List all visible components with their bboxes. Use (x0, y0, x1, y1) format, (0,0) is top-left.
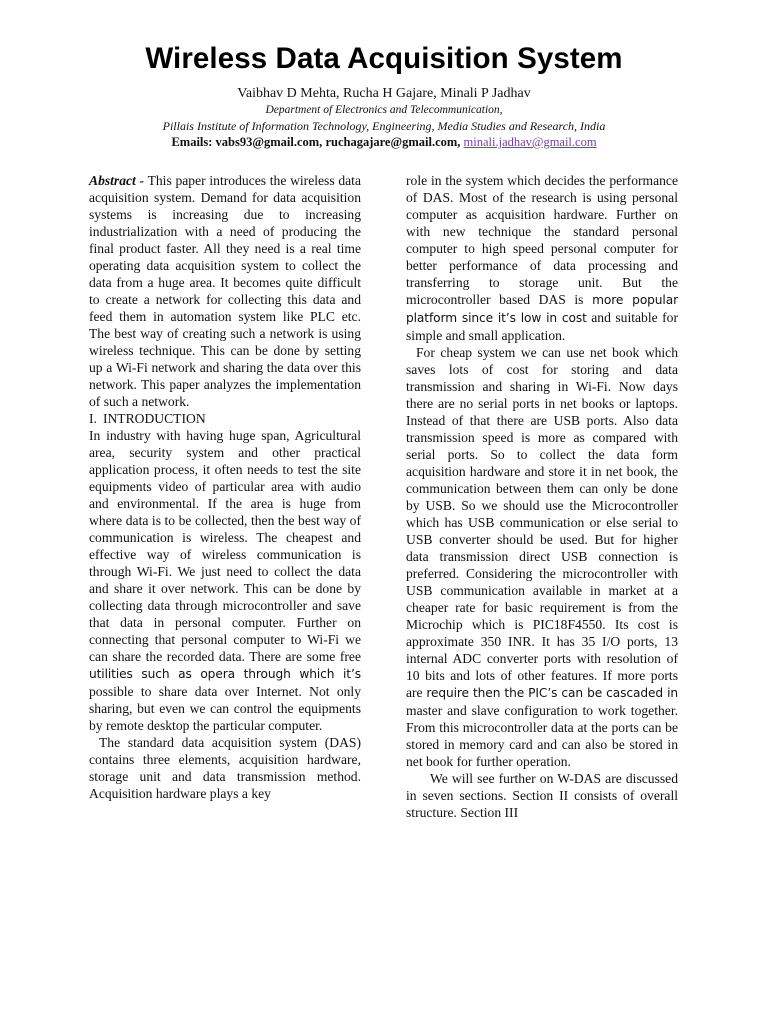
email-line (0, 135, 768, 150)
author-list: Vaibhav D Mehta, Rucha H Gajare, Minali P Jadhav (237, 86, 531, 101)
email-1: vabs93@gmail.com, (215, 135, 323, 149)
intro-paragraph-4 (406, 344, 678, 770)
intro-p3c: and suitable for simple and small application. (406, 310, 679, 343)
intro-paragraph-3 (406, 172, 678, 344)
abstract-paragraph (89, 172, 361, 410)
left-column (89, 172, 361, 802)
intro-p4b: require then the PIC’s can be cascaded in (426, 686, 678, 700)
right-column (406, 172, 678, 821)
intro-paragraph-1 (89, 427, 361, 734)
intro-p4c: master and slave configuration to work together. From this microcontroller data at the ports can be stored in memory card and can also be stored in net book for further operation. (406, 703, 678, 769)
intro-p1c: possible to share data over Internet. Not only sharing, but even we can control the equipments by remote desktop the particular computer. (89, 684, 361, 733)
email-3-link[interactable]: minali.jadhav@gmail.com (463, 135, 597, 149)
section-title: INTRODUCTION (102, 411, 206, 426)
abstract-text: This paper introduces the wireless data acquisition system. Demand for data acquisition systems is increasing due to increasing industrialization with a need of producing the final product faster. All they need is a real time operating data acquisition system to collect the data from a huge area. It becomes quite difficult to create a network for collecting this data and feed them in automation system like PLC etc. The best way of creating such a network is using wireless technique. This can be done by setting up a Wi-Fi network and sharing the data over this network. This paper analyzes the implementation of such a network. (89, 173, 361, 409)
intro-p3b: more popular platform since it’s low in cost (406, 293, 678, 325)
email-2: ruchagajare@gmail.com, (325, 135, 461, 149)
intro-p4a: For cheap system we can use net book which saves lots of cost for storing and data transmission and sharing in Wi-Fi. Now days there are no serial ports in net books or laptops. Instead of that there are USB ports. Also data transmission speed is more as compared with serial ports. So to collect the data form acquisition hardware and store it in net book, the communication between them can only be done by USB. So we should use the Microcontroller which has USB communication or else serial to USB converter should be used. But for higher data transmission direct USB connection is preferred. Considering the microcontroller with USB communication available in market at a cheaper rate for basic requirement is from the Microchip which is PIC18F4550. Its cost is approximate 350 INR. It has 35 I/O ports, 13 internal ADC converter ports with resolution of 10 bits and lots of other features. If more ports are (406, 345, 678, 700)
section-heading-introduction (89, 410, 361, 427)
intro-p1a: In industry with having huge span, Agricultural area, security system and other practical application process, it often needs to test the site equipments video of particular area with audio and environmental. If the area is huge from where data is to be collected, then the best way of communication is wireless. The cheapest and effective way of wireless communication is through Wi-Fi. We just need to collect the data and share it over network. This can be done by collecting data through microcontroller and save that data in personal computer. Further on connecting that personal computer to Wi-Fi we can share the recorded data. There are some free (89, 428, 361, 664)
section-numeral: I. (89, 411, 97, 426)
abstract-label: Abstract - (89, 173, 145, 188)
paper-title: Wireless Data Acquisition System (145, 42, 623, 75)
intro-paragraph-2: The standard data acquisition system (DAS) contains three elements, acquisition hardware, storage unit and data transmission method. Acquisition hardware plays a key (89, 735, 361, 801)
department-line: Department of Electronics and Telecommunication, (265, 104, 503, 116)
intro-paragraph-5: We will see further on W-DAS are discussed in seven sections. Section II consists of overall structure. Section III (406, 771, 678, 820)
intro-p3a: role in the system which decides the performance of DAS. Most of the research is using personal computer as acquisition hardware. Further on with new technique the standard personal computer to high speed personal computer for better performance of data processing and transferring to storage unit. But the microcontroller based DAS is (406, 173, 678, 307)
institute-line: Pillais Institute of Information Technology, Engineering, Media Studies and Research, India (162, 119, 606, 133)
intro-p1b: utilities such as opera through which it’s (89, 667, 361, 681)
emails-label: Emails: (171, 135, 213, 149)
